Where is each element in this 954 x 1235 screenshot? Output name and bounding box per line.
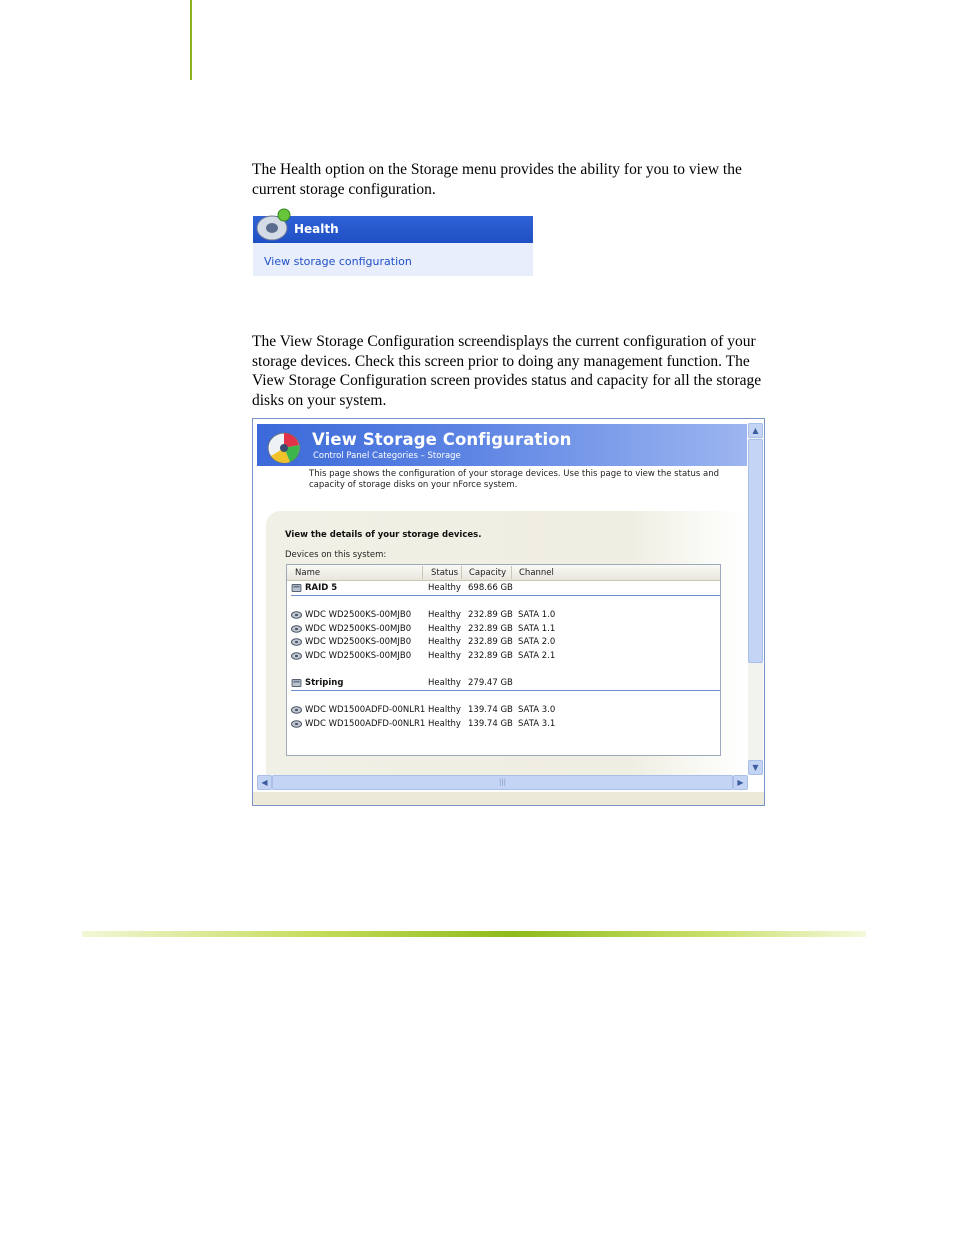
hard-disk-icon (291, 652, 302, 660)
disk-row[interactable] (287, 650, 720, 663)
margin-rule (190, 0, 192, 80)
view-storage-configuration-link[interactable]: View storage configuration (264, 255, 412, 268)
vertical-scrollbar[interactable] (748, 423, 763, 775)
device-channel: SATA 3.0 (518, 705, 556, 715)
list-header (287, 565, 720, 581)
group-underline (291, 595, 720, 596)
scroll-up-button[interactable]: ▲ (748, 423, 763, 438)
device-name: WDC WD1500ADFD-00NLR1 (305, 719, 426, 729)
vertical-scroll-thumb[interactable] (748, 439, 763, 663)
column-header-channel[interactable]: Channel (519, 568, 554, 578)
view-config-intro-paragraph: The View Storage Configuration screendisplays the current configuration of your storage devices. Check this screen prior to doing any management function. The View Storage Configuration screen provides status and capacity for all the storage disks on your system. (252, 333, 762, 409)
hard-disk-icon (291, 706, 302, 714)
footer-gradient-bar (82, 931, 866, 937)
device-channel: SATA 1.0 (518, 610, 556, 620)
device-channel: SATA 2.1 (518, 651, 556, 661)
health-panel-title: Health (294, 222, 339, 236)
device-channel: SATA 2.0 (518, 637, 556, 647)
device-status: Healthy (428, 705, 461, 715)
device-status: Healthy (428, 719, 461, 729)
group-underline (291, 690, 720, 691)
storage-details-panel (266, 511, 746, 775)
health-task-panel (253, 208, 533, 276)
device-name: Striping (305, 678, 344, 688)
column-header-status[interactable]: Status (431, 568, 459, 578)
device-capacity: 139.74 GB (468, 705, 513, 715)
health-intro-paragraph: The Health option on the Storage menu provides the ability for you to view the current storage configuration. (252, 161, 742, 198)
column-divider (422, 566, 423, 579)
scroll-down-button[interactable]: ▼ (748, 760, 763, 775)
disk-row[interactable] (287, 704, 720, 717)
device-capacity: 232.89 GB (468, 637, 513, 647)
array-row-striping[interactable] (287, 677, 720, 690)
device-name: WDC WD2500KS-00MJB0 (305, 651, 412, 661)
window-header-banner (257, 424, 747, 466)
device-name: WDC WD2500KS-00MJB0 (305, 624, 412, 634)
device-capacity: 232.89 GB (468, 610, 513, 620)
column-header-name[interactable]: Name (295, 568, 321, 578)
page-description: This page shows the configuration of your storage devices. Use this page to view the status and capacity of storage disks on your nForce system. (309, 469, 719, 490)
device-capacity: 279.47 GB (468, 678, 513, 688)
scroll-right-button[interactable]: ▶ (733, 775, 748, 790)
disk-row[interactable] (287, 718, 720, 731)
array-row-raid5[interactable] (287, 582, 720, 595)
horizontal-scroll-thumb[interactable]: ||| (272, 775, 733, 790)
device-status: Healthy (428, 624, 461, 634)
section-heading: View the details of your storage devices. (285, 530, 482, 540)
device-status: Healthy (428, 610, 461, 620)
device-capacity: 232.89 GB (468, 651, 513, 661)
device-channel: SATA 1.1 (518, 624, 556, 634)
devices-list[interactable] (286, 564, 721, 756)
devices-label: Devices on this system: (285, 550, 387, 560)
hard-disk-icon (291, 720, 302, 728)
hard-disk-icon (291, 638, 302, 646)
device-name: WDC WD2500KS-00MJB0 (305, 610, 412, 620)
column-divider (461, 566, 462, 579)
column-divider (511, 566, 512, 579)
health-panel-body (253, 243, 533, 276)
device-status: Healthy (428, 583, 461, 593)
device-status: Healthy (428, 637, 461, 647)
column-header-capacity[interactable]: Capacity (469, 568, 507, 578)
storage-configuration-icon (265, 429, 303, 465)
device-channel: SATA 3.1 (518, 719, 556, 729)
disk-health-icon (255, 208, 293, 244)
device-name: WDC WD2500KS-00MJB0 (305, 637, 412, 647)
disk-row[interactable] (287, 609, 720, 622)
scroll-left-button[interactable]: ◀ (257, 775, 272, 790)
device-status: Healthy (428, 651, 461, 661)
disk-row[interactable] (287, 636, 720, 649)
device-name: WDC WD1500ADFD-00NLR1 (305, 705, 426, 715)
horizontal-scrollbar[interactable] (257, 775, 748, 790)
device-status: Healthy (428, 678, 461, 688)
hard-disk-icon (291, 611, 302, 619)
window-title: View Storage Configuration (312, 430, 572, 449)
disk-array-icon (291, 584, 302, 592)
device-capacity: 139.74 GB (468, 719, 513, 729)
device-capacity: 232.89 GB (468, 624, 513, 634)
view-storage-configuration-window (252, 418, 765, 806)
disk-row[interactable] (287, 623, 720, 636)
device-capacity: 698.66 GB (468, 583, 513, 593)
hard-disk-icon (291, 625, 302, 633)
disk-array-icon (291, 679, 302, 687)
breadcrumb[interactable]: Control Panel Categories – Storage (313, 451, 461, 461)
window-status-strip (253, 792, 764, 806)
device-name: RAID 5 (305, 583, 338, 593)
health-panel-header (253, 216, 533, 243)
